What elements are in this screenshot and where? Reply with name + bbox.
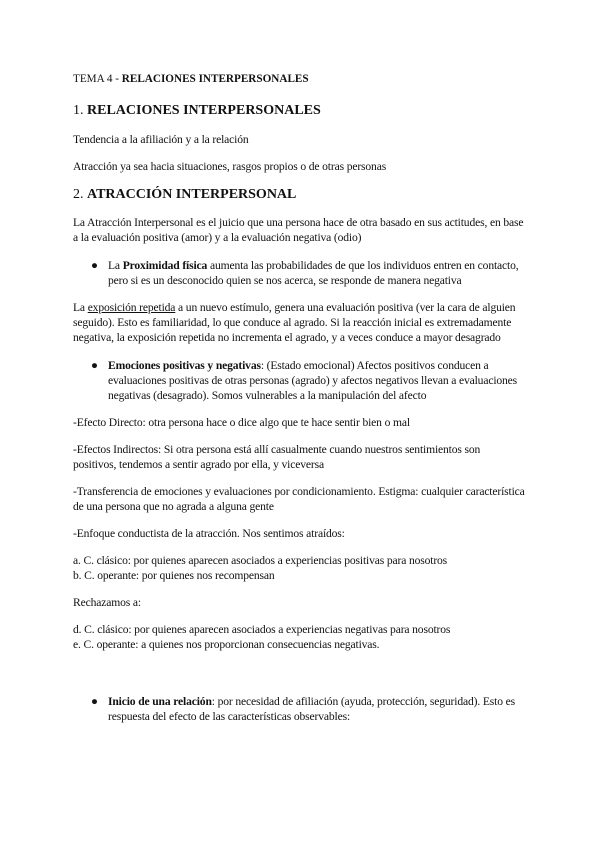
paragraph-definition: La Atracción Interpersonal es el juicio que una persona hace de otra basado en sus actitudes, en base a la evaluación positiva (amor) y a la evaluación negativa (odio) xyxy=(73,216,524,244)
paragraph-indirect-effects: -Efectos Indirectos: Si otra persona está allí casualmente cuando nuestros sentimientos son positivos, tendemos a sentir agrado por ella, y viceversa xyxy=(73,443,481,471)
list-item-b: b. C. operante: por quienes nos recompensan xyxy=(73,569,275,582)
bullet-proximity: ● La Proximidad física aumenta las probabilidades de que los individuos entren en contacto, pero si es un desconocido quien se nos acerca, se responde de manera negativa xyxy=(91,259,519,287)
bullet-glyph: ● xyxy=(91,359,98,372)
list-item-d: d. C. clásico: por quienes aparecen asociados a experiencias negativas para nosotros xyxy=(73,623,451,636)
paragraph-attraction: Atracción ya sea hacia situaciones, rasgos propios o de otras personas xyxy=(73,160,387,173)
section-heading-1: 1. RELACIONES INTERPERSONALES xyxy=(73,103,321,118)
paragraph-behavioral: -Enfoque conductista de la atracción. Nos sentimos atraídos: xyxy=(73,527,345,540)
document-title: TEMA 4 - RELACIONES INTERPERSONALES xyxy=(73,73,309,85)
paragraph-repeated-exposure: La exposición repetida a un nuevo estímulo, genera una evaluación positiva (ver la cara de alguien seguido). Esto es familiaridad, lo que conduce al agrado. Si la reacción inicial es extremadamente negativa, la exposición repetida no incrementa el agrado, y a veces conduce a mayor desagrado xyxy=(73,301,516,344)
bullet-relationship-start: ● Inicio de una relación: por necesidad de afiliación (ayuda, protección, seguridad). Esto es respuesta del efecto de las características observables: xyxy=(91,695,515,723)
bullet-glyph: ● xyxy=(91,695,98,708)
section-heading-2: 2. ATRACCIÓN INTERPERSONAL xyxy=(73,187,297,202)
bullet-glyph: ● xyxy=(91,259,98,272)
list-item-e: e. C. operante: a quienes nos proporcionan consecuencias negativas. xyxy=(73,638,380,651)
paragraph-reject: Rechazamos a: xyxy=(73,596,141,609)
document-page xyxy=(73,64,525,724)
bullet-emotions: ● Emociones positivas y negativas: (Estado emocional) Afectos positivos conducen a evaluaciones positivas de otras personas (agrado) y afectos negativos llevan a evaluaciones negativas (desagrado). Somos vulnerables a la manipulación del afecto xyxy=(91,359,518,402)
paragraph-direct-effect: -Efecto Directo: otra persona hace o dice algo que te hace sentir bien o mal xyxy=(73,416,410,429)
paragraph-transfer: -Transferencia de emociones y evaluaciones por condicionamiento. Estigma: cualquier característica de una persona que no agrada a alguna gente xyxy=(73,485,525,513)
list-item-a: a. C. clásico: por quienes aparecen asociados a experiencias positivas para nosotros xyxy=(73,554,448,567)
paragraph-affiliation: Tendencia a la afiliación y a la relación xyxy=(73,133,249,146)
